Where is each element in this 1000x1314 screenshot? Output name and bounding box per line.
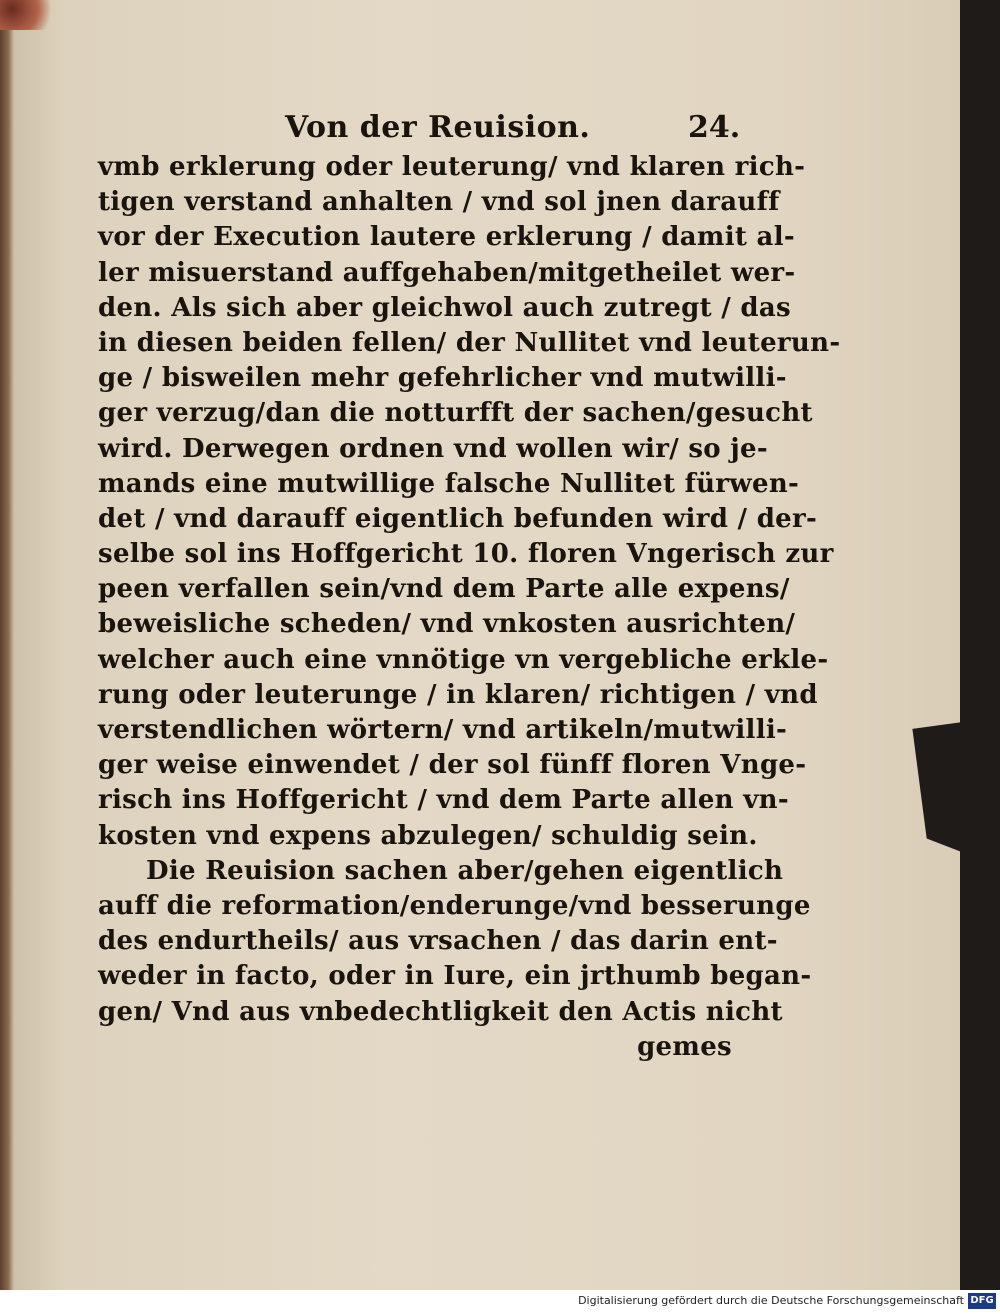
text-line: peen verfallen sein/vnd dem Parte alle expens/ bbox=[98, 574, 790, 605]
running-title: Von der Reuision. bbox=[285, 110, 591, 145]
text-line: mands eine mutwillige falsche Nullitet fürwen- bbox=[98, 468, 800, 499]
corner-stain bbox=[0, 0, 60, 30]
text-line: des endurtheils/ aus vrsachen / das darin ent- bbox=[98, 926, 778, 957]
text-line: ler misuerstand auffgehaben/mitgetheilet wer- bbox=[98, 257, 796, 288]
footer-bar bbox=[0, 1290, 1000, 1314]
text-line: vmb erklerung oder leuterung/ vnd klaren rich- bbox=[98, 152, 806, 182]
text-line: selbe sol ins Hoffgericht 10. floren Vngerisch zur bbox=[98, 539, 834, 570]
funding-credit: Digitalisierung gefördert durch die Deutsche Forschungsgemeinschaft bbox=[578, 1294, 964, 1307]
text-line: ger verzug/dan die notturfft der sachen/gesucht bbox=[98, 398, 813, 429]
body-text bbox=[98, 150, 841, 1065]
text-line: welcher auch eine vnnötige vn vergebliche erkle- bbox=[98, 644, 829, 675]
page-header bbox=[0, 110, 1000, 150]
text-line: beweisliche scheden/ vnd vnkosten ausrichten/ bbox=[98, 609, 796, 640]
catchword: gemes bbox=[637, 1031, 732, 1062]
spine-shadow bbox=[0, 0, 14, 1290]
text-line: ger weise einwendet / der sol fünff floren Vnge- bbox=[98, 750, 807, 781]
text-line: verstendlichen wörtern/ vnd artikeln/mutwilli- bbox=[98, 715, 788, 745]
text-line: Die Reuision sachen aber/gehen eigentlich bbox=[146, 855, 784, 886]
text-line: vor der Execution lautere erklerung / damit al- bbox=[98, 222, 795, 253]
text-line: auff die reformation/enderunge/vnd besserunge bbox=[98, 890, 811, 921]
text-line: den. Als sich aber gleichwol auch zutregt / das bbox=[98, 292, 791, 323]
text-line: det / vnd darauff eigentlich befunden wird / der- bbox=[98, 503, 818, 534]
dfg-logo: DFG bbox=[968, 1293, 996, 1309]
text-line: weder in facto, oder in Iure, ein jrthumb began- bbox=[98, 961, 812, 992]
text-line: gen/ Vnd aus vnbedechtligkeit den Actis nicht bbox=[98, 996, 783, 1027]
page-number: 24. bbox=[688, 110, 741, 145]
text-line: rung oder leuterunge / in klaren/ richtigen / vnd bbox=[98, 679, 818, 710]
text-line: in diesen beiden fellen/ der Nullitet vnd leuterun- bbox=[98, 327, 841, 358]
text-line: ge / bisweilen mehr gefehrlicher vnd mutwilli- bbox=[98, 363, 787, 394]
text-line: kosten vnd expens abzulegen/ schuldig sein. bbox=[98, 820, 758, 851]
text-line: wird. Derwegen ordnen vnd wollen wir/ so je- bbox=[98, 433, 768, 464]
text-line: tigen verstand anhalten / vnd sol jnen darauff bbox=[98, 187, 780, 218]
text-line: risch ins Hoffgericht / vnd dem Parte allen vn- bbox=[98, 785, 789, 816]
